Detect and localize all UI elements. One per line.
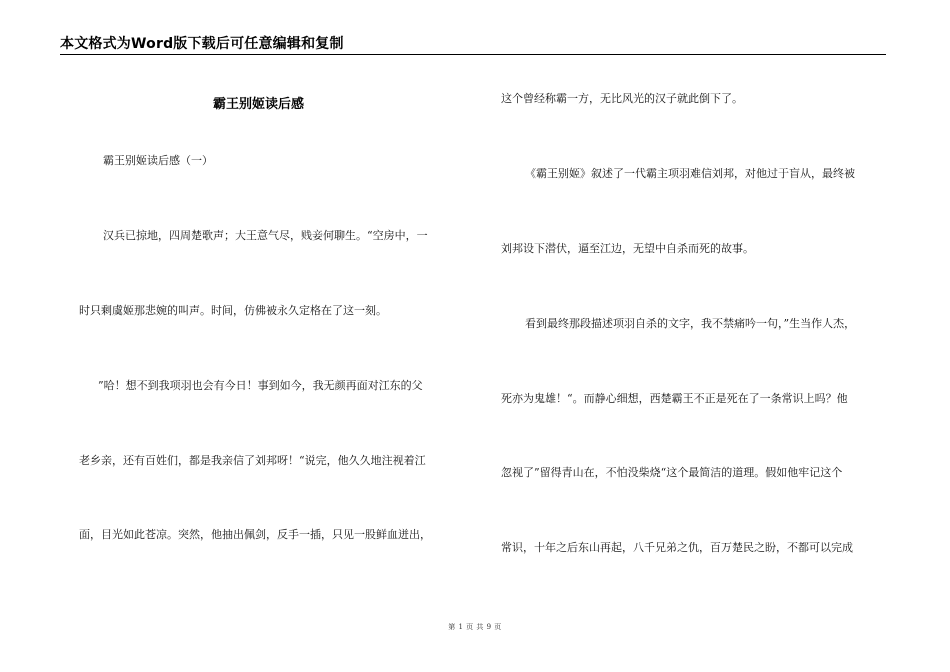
section-subtitle: 霸王别姬读后感（一）: [103, 154, 213, 167]
paragraph-line: 刘邦设下潜伏，逼至江边，无望中自杀而死的故事。: [501, 242, 754, 255]
paragraph-line: 面，目光如此苍凉。突然，他抽出佩剑，反手一插，只见一股鲜血迸出，: [79, 528, 431, 541]
document-title: 霸王别姬读后感: [213, 97, 305, 112]
paragraph-line: 死亦为鬼雄！“。而静心细想，西楚霸王不正是死在了一条常识上吗？他: [501, 392, 848, 405]
paragraph-line: 看到最终那段描述项羽自杀的文字，我不禁痛吟一句，”生当作人杰，: [525, 317, 856, 330]
paragraph-line: 汉兵已掠地，四周楚歌声；大王意气尽，贱妾何聊生。“空房中，一: [103, 229, 428, 242]
paragraph-line: 《霸王别姬》叙述了一代霸主项羽难信刘邦，对他过于盲从，最终被: [525, 167, 855, 180]
paragraph-line: 常识，十年之后东山再起，八千兄弟之仇，百万楚民之盼，不都可以完成: [501, 541, 853, 554]
paragraph-line: ”哈！想不到我项羽也会有今日！事到如今，我无颜再面对江东的父: [98, 379, 423, 392]
document-header: 本文格式为Word版下载后可任意编辑和复制: [60, 36, 344, 52]
paragraph-line: 这个曾经称霸一方，无比风光的汉子就此倒下了。: [501, 92, 743, 105]
header-divider: [60, 54, 886, 55]
page-number: 第 1 页 共 9 页: [448, 623, 502, 631]
paragraph-line: 忽视了”留得青山在，不怕没柴烧“这个最简洁的道理。假如他牢记这个: [501, 466, 843, 479]
paragraph-line: 老乡亲，还有百姓们，都是我亲信了刘邦呀！“说完，他久久地注视着江: [79, 454, 426, 467]
paragraph-line: 时只剩虞姬那悲婉的叫声。时间，仿佛被永久定格在了这一刻。: [79, 304, 387, 317]
